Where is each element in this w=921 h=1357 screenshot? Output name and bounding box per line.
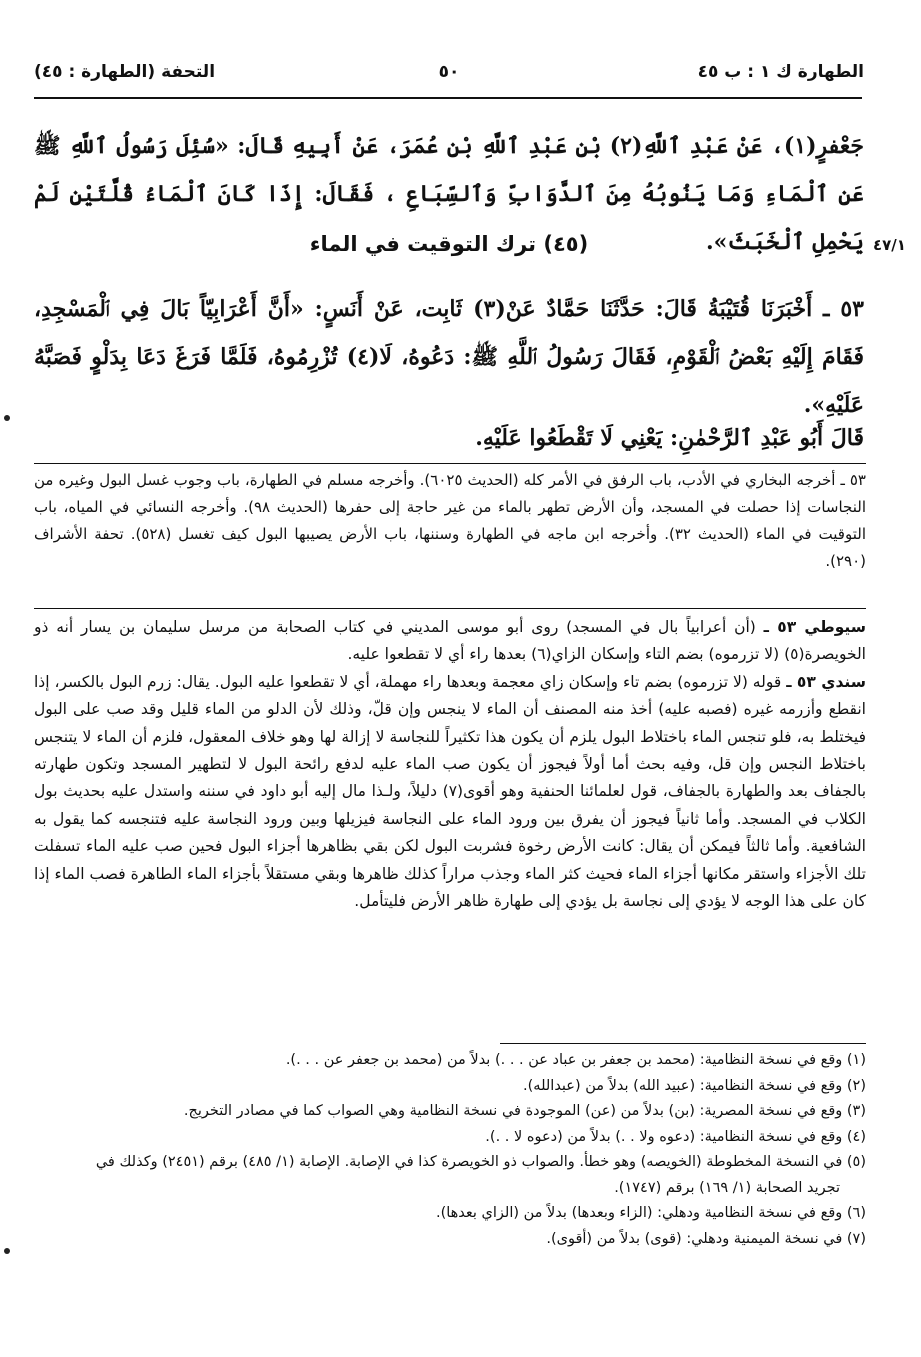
- scan-speck: [4, 1248, 10, 1254]
- commentary-section: [34, 614, 866, 915]
- footnotes-divider: [500, 1043, 866, 1044]
- hadith-53-text: ٥٣ ـ أَخْبَرَنَا قُتَيْبَةُ قَالَ: حَدَّثَنَا حَمَّادٌ عَنْ(٣) ثَابِت، عَنْ أَنَسٍ: «أَنَّ أَعْرَابِيّاً بَالَ فِي ٱلْمَسْجِدِ، فَقَامَ إِلَيْهِ بَعْضُ ٱلْقَوْمِ، فَقَالَ رَسُولُ ٱللَّهِ ﷺ: دَعُوهُ، لَا(٤) تُزْرِمُوهُ، فَلَمَّا فَرَغَ دَعَا بِدَلْوٍ فَصَبَّهُ عَلَيْهِ».: [34, 296, 864, 418]
- header-tuhfa-reference: التحفة (الطهارة : ٤٥): [34, 62, 216, 82]
- footnote-2: (٢) وقع في نسخة النظامية: (عبيد الله) بدلاً من (عبدالله).: [523, 1077, 866, 1094]
- footnote-1: (١) وقع في نسخة النظامية: (محمد بن جعفر بن عباد عن . . .) بدلاً من (محمد بن جعفر عن . . .).: [285, 1052, 866, 1068]
- suyuti-text: (أن أعرابياً بال في المسجد) روى أبو موسى المديني في كتاب الصحابة من مرسل سليمان بن يسار أنه ذو الخويصرة(٥) (لا تزرموه) بضم التاء وإسكان الزاي(٦) بعدها راء أي لا تقطعوا عليه.: [34, 618, 866, 664]
- hadith-text-continuation: جَعْفرٍ(١)، عَنْ عَبْدِ ٱللَّهِ(٢) بْنِ عَبْدِ ٱللَّهِ بْنِ عُمَرَ، عَنْ أَبِيهِ قَالَ: «سُئِلَ رَسُولُ ٱللَّهِ ﷺ عَنِ ٱلْمَاءِ وَمَا يَنُوبُهُ مِنَ ٱلدَّوَابِّ وَٱلسِّبَاعِ ، فَقَالَ: إِذَا كَانَ ٱلْمَاءُ قُلَّتَيْنِ لَمْ يَحْمِلِ ٱلْخَبَثَ».: [34, 133, 864, 255]
- footnote-4: (٤) وقع في نسخة النظامية: (دعوه ولا . .) بدلاً من (دعوه لا . .).: [485, 1128, 866, 1145]
- chapter-heading: (٤٥) ترك التوقيت في الماء: [309, 232, 589, 256]
- header-chapter-reference: الطهارة ك ١ : ب ٤٥: [697, 62, 864, 82]
- running-header: [34, 58, 864, 90]
- page-number: ٥٠: [438, 62, 460, 82]
- takhrij-divider: [34, 463, 866, 464]
- author-comment: قَالَ أَبُو عَبْدِ ٱلرَّحْمٰنِ: يَعْنِي لَا تَقْطَعُوا عَلَيْهِ.: [475, 425, 864, 451]
- header-divider: [34, 97, 862, 99]
- footnotes: [34, 1048, 866, 1252]
- footnote-5: (٥) في النسخة المخطوطة (الخويصه) وهو خطأ. والصواب ذو الخويصرة كذا في الإصابة. الإصابة (١/ ٤٨٥) برقم (٢٤٥١) وكذلك في: [95, 1154, 866, 1170]
- sindi-text: قوله (لا تزرموه) بضم تاء وإسكان زاي معجمة وبعدها راء مهملة، أي لا تقطعوا عليه البول. يقال: زرم البول بالكسر، إذا انقطع وأزرمه غيره (فصبه عليه) أخذ منه المصنف أن الماء لا ينجس وإن قلّ، وذلك لأن الدلو من الماء قليل وقد صب على البول فيختلط به، فلو تنجس الماء باختلاط البول يلزم أن يكون هذا تكثيراً للنجاسة لا إزالة لها وهو خلاف المعقول، فلزم أن الماء لا يتنجس باختلاط النجس وإن قل، وفيه بحث أما أولاً فيجوز أن يكون صب الماء عليه لدفع رائحة البول لا لتطهير المسجد وتكون طهارته بالجفاف بعد والطهارة بالجفاف، قول لعلمائنا الحنفية وهو أقوى(٧) دليلاً، ولـذا مال إليه أبو داود في سننه واستدل عليه بحديث بول الكلاب في المسجد. وأما ثانياً فيجوز أن يفرق بين ورود الماء على النجاسة فيزيلها وبين ورود النجاسة عليه فتنجسه كما يقول به الشافعية. وأما ثالثاً فيمكن أن يقال: كانت الأرض رخوة فشربت البول لكن بقي بظاهرها أجزاء البول فحين صب عليه الماء تسفلت تلك الأجزاء واستقر مكانها أجزاء الماء فحيث كثر الماء وجذب مراراً كذلك ظاهرها وبقي مستقلاً بأجزاء الماء الطاهرة فصب الماء إذا كان على هذا الوجه لا يؤدي إلى نجاسة بل يؤدي إلى طهارة ظاهر الأرض فليتأمل.: [34, 672, 867, 911]
- suyuti-label: سيوطي ٥٣ ـ: [763, 618, 866, 636]
- takhrij-note: ٥٣ ـ أخرجه البخاري في الأدب، باب الرفق في الأمر كله (الحديث ٦٠٢٥). وأخرجه مسلم في الطهارة، باب وجوب غسل البول وغيره من النجاسات إذا حصلت في المسجد، وأن الأرض تطهر بالماء من غير حاجة إلى حفرها (الحديث ٩٨). وأخرجه النسائي في المياه، باب التوقيت في الماء (الحديث ٣٢). وأخرجه ابن ماجه في الطهارة وسننها، باب الأرض يصيبها البول كيف تغسل (٥٢٨). تحفة الأشراف (٢٩٠).: [34, 471, 866, 570]
- sindi-label: سندي ٥٣ ـ: [786, 672, 866, 691]
- commentary-divider: [34, 608, 866, 609]
- footnote-6: (٦) وقع في نسخة النظامية ودهلي: (الزاء وبعدها) بدلاً من (الزاي بعدها).: [435, 1205, 866, 1221]
- suyuti-commentary: [34, 614, 866, 669]
- footnote-5-continuation: تجريد الصحابة (١/ ١٦٩) برقم (١٧٤٧).: [614, 1179, 840, 1196]
- footnote-7: (٧) في نسخة الميمنية ودهلي: (قوى) بدلاً من (أقوى).: [546, 1230, 866, 1247]
- sindi-commentary: [34, 669, 866, 916]
- scan-speck: [4, 415, 10, 421]
- margin-volume-reference: ٤٧/١: [873, 236, 906, 254]
- footnote-3: (٣) وقع في نسخة المصرية: (بن) بدلاً من (عن) الموجودة في نسخة النظامية وهي الصواب كما في مصادر التخريج.: [183, 1103, 866, 1119]
